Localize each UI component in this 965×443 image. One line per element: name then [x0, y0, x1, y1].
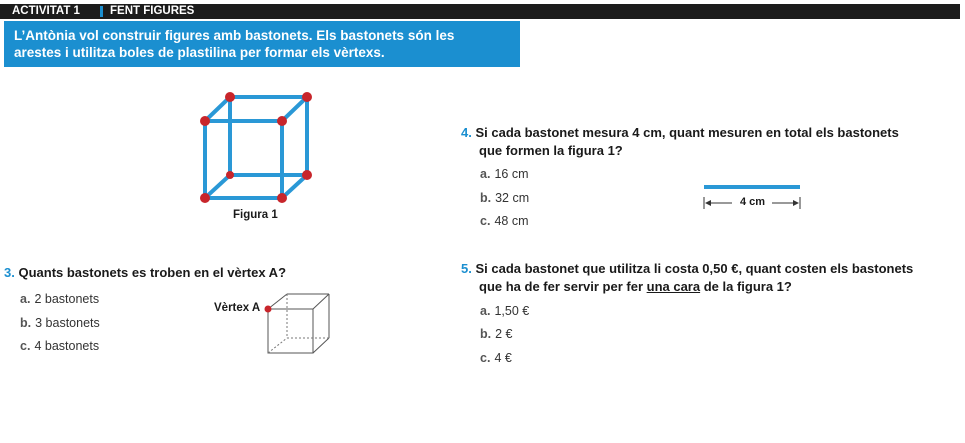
figure1-caption: Figura 1: [233, 209, 278, 221]
q3-option-a[interactable]: a. 2 bastonets: [20, 292, 100, 306]
underlined-phrase: una cara: [646, 279, 701, 294]
question-3-text: Quants bastonets es troben en el vèrtex A?: [18, 265, 287, 280]
question-5: [461, 260, 913, 278]
q3-option-b[interactable]: b. 3 bastonets: [20, 316, 100, 330]
question-4-line-2: que formen la figura 1?: [479, 143, 623, 158]
question-4-number: 4.: [461, 125, 472, 140]
activity-number: ACTIVITAT 1: [12, 5, 80, 17]
q3-option-c[interactable]: c. 4 bastonets: [20, 339, 100, 353]
q4-option-a[interactable]: a. 16 cm: [480, 167, 529, 181]
vertex-a-label: Vèrtex A: [214, 302, 261, 314]
q5-option-a[interactable]: a. 1,50 €: [480, 304, 530, 318]
q5-option-c[interactable]: c. 4 €: [480, 351, 512, 365]
question-3-number: 3.: [4, 265, 15, 280]
q5-option-b[interactable]: b. 2 €: [480, 327, 513, 341]
measure-label: 4 cm: [740, 196, 766, 208]
intro-line-1: L’Antònia vol construir figures amb bastonets. Els bastonets són les: [14, 28, 455, 43]
question-4-line-1: Si cada bastonet mesura 4 cm, quant mesuren en total els bastonets: [475, 125, 899, 140]
question-5-line-1: Si cada bastonet que utilitza li costa 0,50 €, quant costen els bastonets: [475, 261, 914, 276]
question-5-line-2: que ha de fer servir per fer una cara de la figura 1?: [479, 279, 792, 294]
question-5-number: 5.: [461, 261, 472, 276]
q4-option-c[interactable]: c. 48 cm: [480, 214, 529, 228]
intro-line-2: arestes i utilitza boles de plastilina per formar els vèrtexs.: [14, 45, 385, 60]
q4-option-b[interactable]: b. 32 cm: [480, 191, 530, 205]
activity-title: FENT FIGURES: [110, 5, 195, 17]
